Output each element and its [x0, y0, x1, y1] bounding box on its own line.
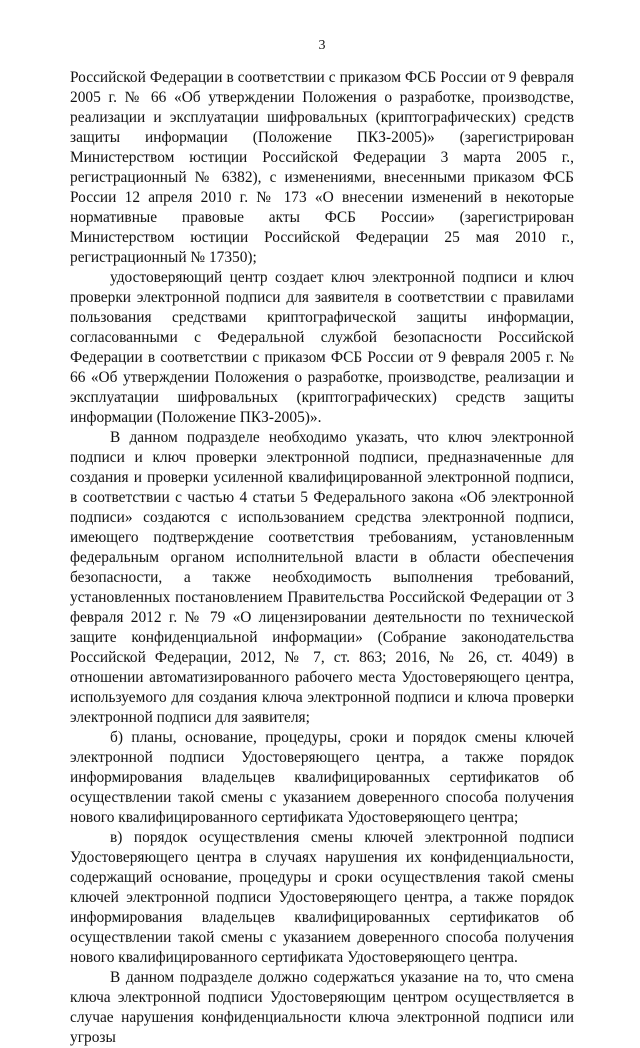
paragraph-continuation: Российской Федерации в соответствии с приказом ФСБ России от 9 февраля 2005 г. № 66 «Об утверждении Положения о разработке, производстве, реализации и эксплуатации шифровальных (криптографических) средств защиты информации (Положение ПКЗ-2005)» (зарегистрирован Министерством юстиции Российской Федерации 3 марта 2005 г., регистрационный № 6382), с изменениями, внесенными приказом ФСБ России 12 апреля 2010 г. № 173 «О внесении изменений в некоторые нормативные правовые акты ФСБ России» (зарегистрирован Министерством юстиции Российской Федерации 25 мая 2010 г., регистрационный № 17350); [70, 69, 574, 266]
list-item-v: в) порядок осуществления смены ключей электронной подписи Удостоверяющего центра в случаях нарушения их конфиденциальности, содержащий основание, процедуры и сроки осуществления такой смены ключей электронной подписи Удостоверяющего центра, а также порядок информирования владельцев квалифицированных сертификатов об осуществлении такой смены с указанием доверенного способа получения нового квалифицированного сертификата Удостоверяющего центра. [70, 829, 574, 966]
page-number: 3 [318, 38, 326, 53]
paragraph-key-change: В данном подразделе должно содержаться указание на то, что смена ключа электронной подписи Удостоверяющим центром осуществляется в случае нарушения конфиденциальности ключа электронной подписи или угрозы [70, 969, 574, 1046]
list-item-b: б) планы, основание, процедуры, сроки и порядок смены ключей электронной подписи Удостоверяющего центра, а также порядок информирования владельцев квалифицированных сертификатов об осуществлении такой смены с указанием доверенного способа получения нового квалифицированного сертификата Удостоверяющего центра; [70, 729, 574, 826]
paragraph-key-creation: удостоверяющий центр создает ключ электронной подписи и ключ проверки электронной подписи для заявителя в соответствии с правилами пользования средствами криптографической защиты информации, согласованными с Федеральной службой безопасности Российской Федерации в соответствии с приказом ФСБ России от 9 февраля 2005 г. № 66 «Об утверждении Положения о разработке, производстве, реализации и эксплуатации шифровальных (криптографических) средств защиты информации (Положение ПКЗ-2005)». [70, 269, 574, 426]
paragraph-subsection-requirements: В данном подразделе необходимо указать, что ключ электронной подписи и ключ проверки электронной подписи, предназначенные для создания и проверки усиленной квалифицированной электронной подписи, в соответствии с частью 4 статьи 5 Федерального закона «Об электронной подписи» создаются с использованием средства электронной подписи, имеющего подтверждение соответствия требованиям, установленным федеральным органом исполнительной власти в области обеспечения безопасности, а также необходимость выполнения требований, установленных постановлением Правительства Российской Федерации от 3 февраля 2012 г. № 79 «О лицензировании деятельности по технической защите конфиденциальной информации» (Собрание законодательства Российской Федерации, 2012, № 7, ст. 863; 2016, № 26, ст. 4049) в отношении автоматизированного рабочего места Удостоверяющего центра, используемого для создания ключа электронной подписи и ключа проверки электронной подписи для заявителя; [70, 429, 574, 726]
